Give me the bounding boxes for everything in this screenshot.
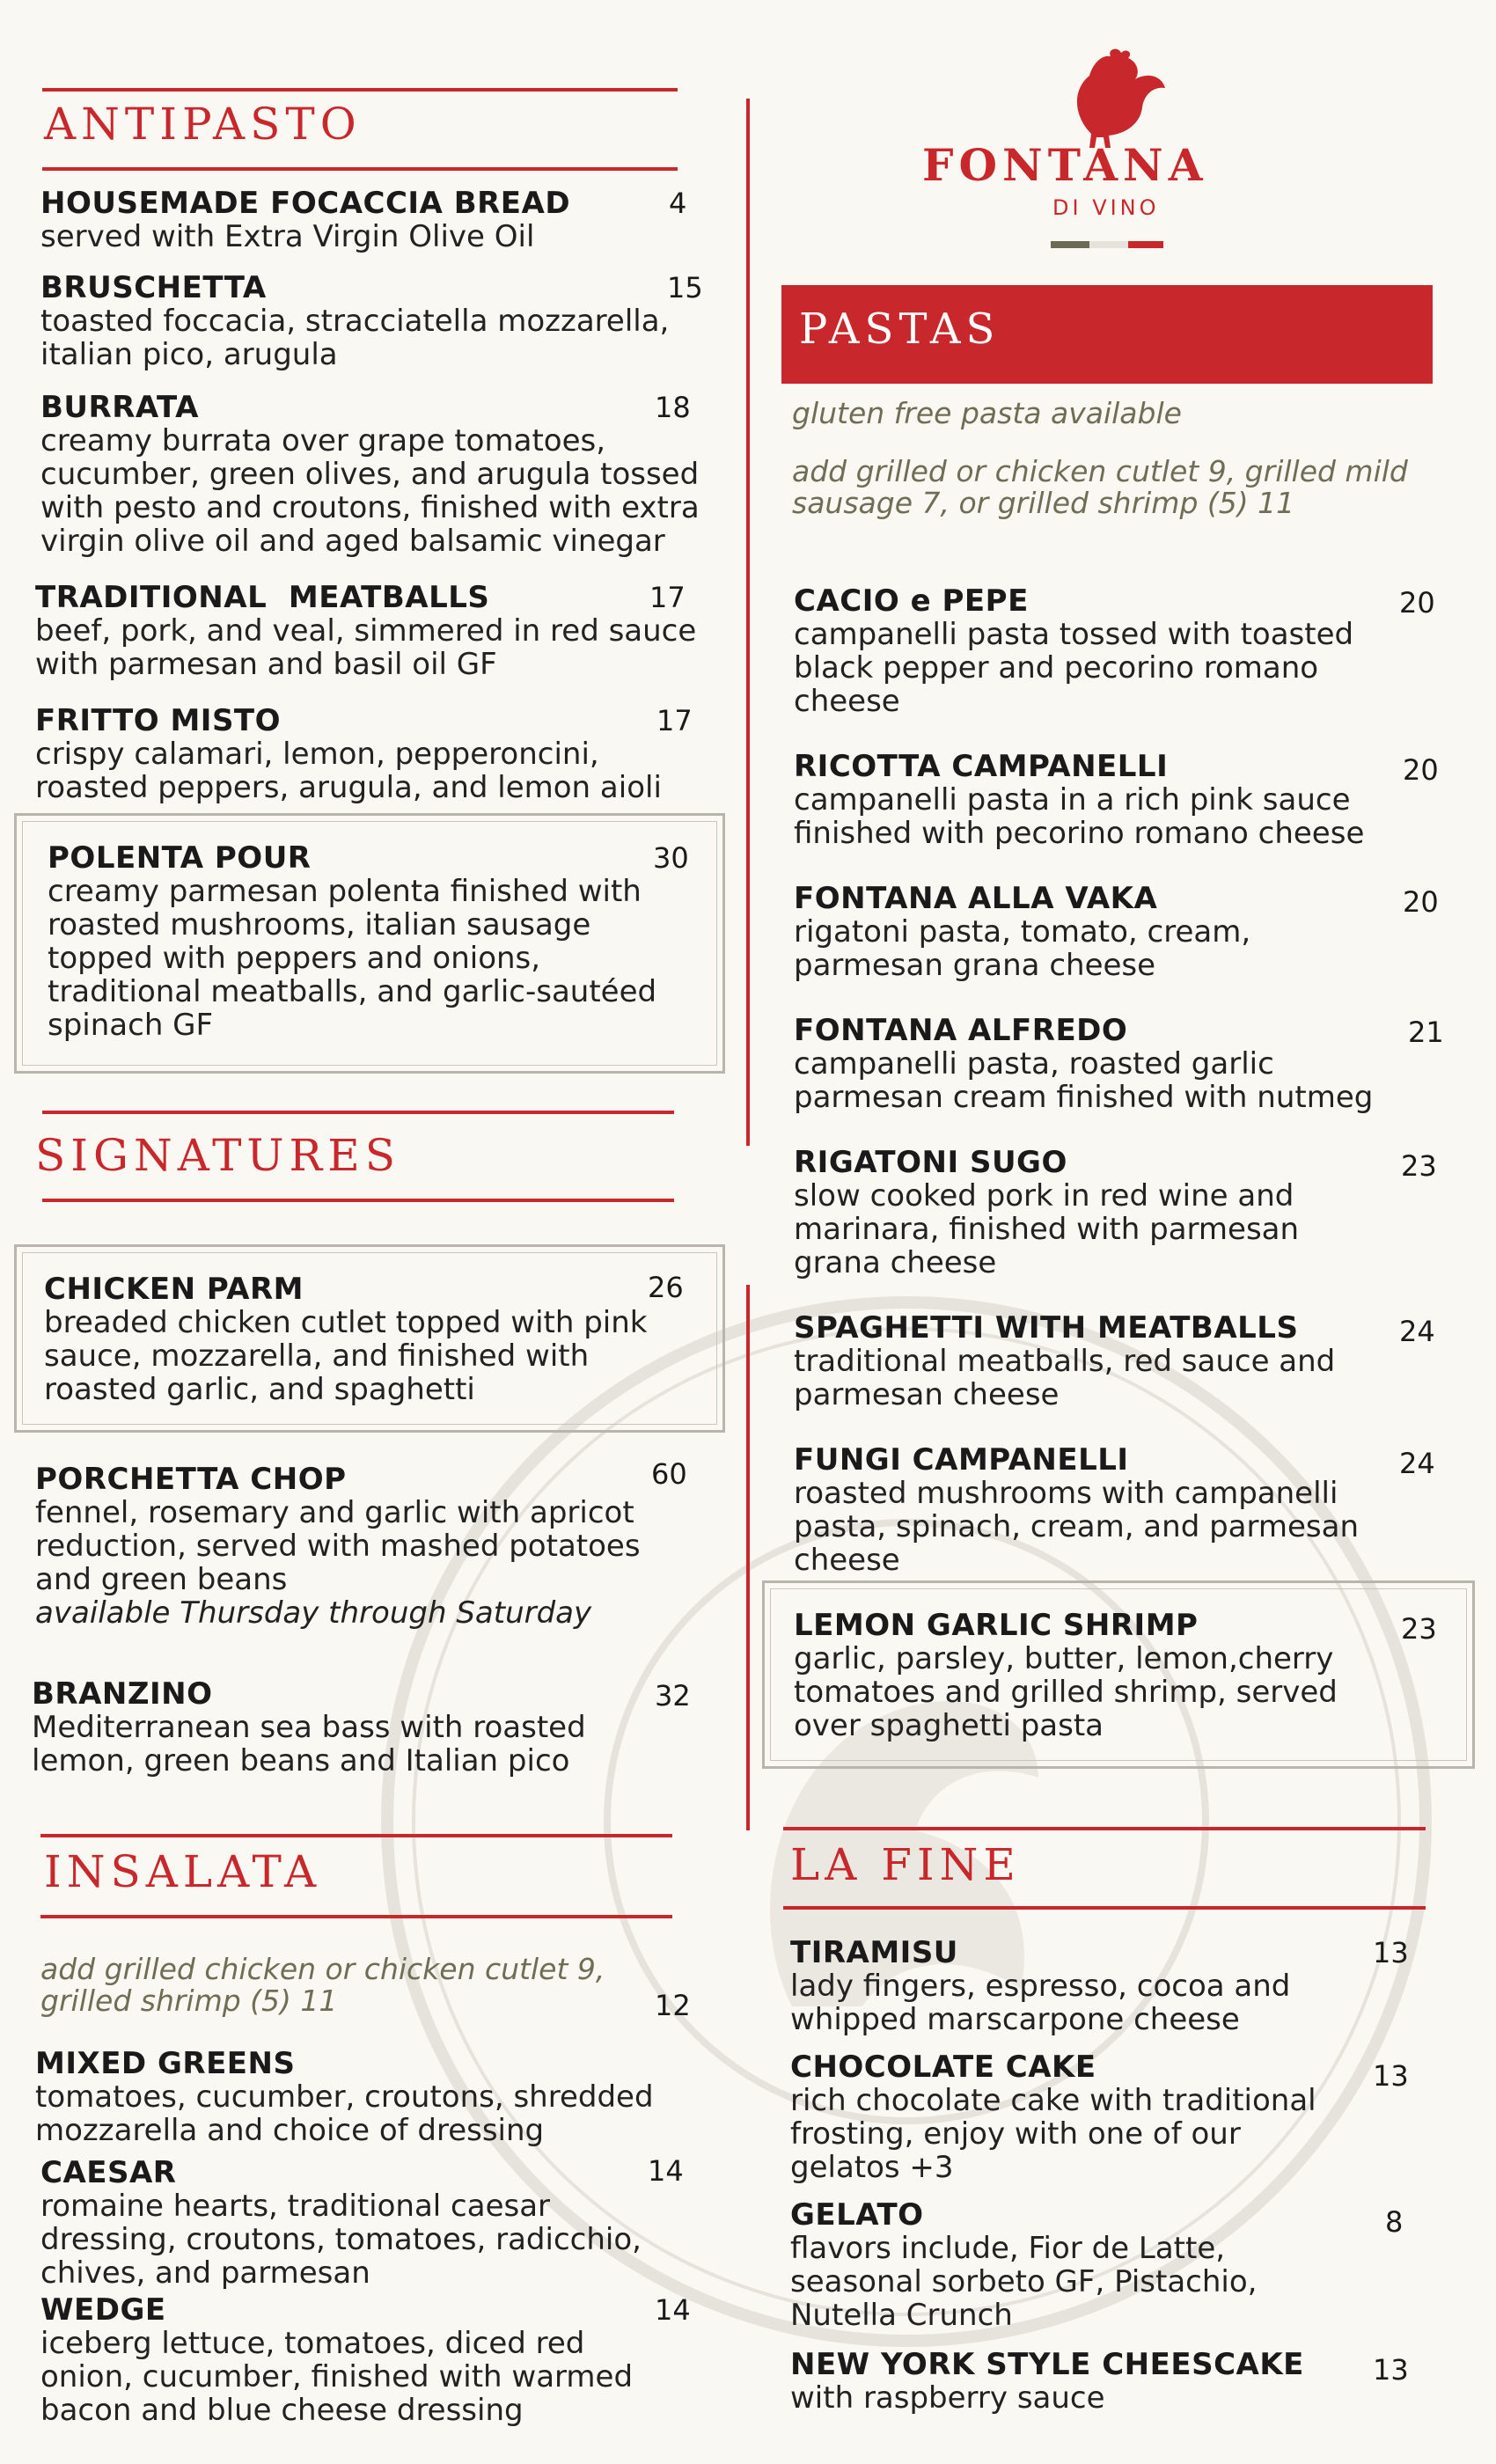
- menu-item: [790, 2348, 1304, 2415]
- item-name: GELATO: [790, 2197, 924, 2233]
- item-name: CAESAR: [40, 2155, 177, 2190]
- menu-item: [40, 2293, 633, 2427]
- menu-item: [790, 2050, 1316, 2184]
- item-desc: with raspberry sauce: [790, 2380, 1105, 2416]
- section-title-signatures: SIGNATURES: [35, 1130, 400, 1181]
- divider: [42, 1111, 674, 1114]
- item-desc: rich chocolate cake with traditional: [790, 2083, 1316, 2118]
- insalata-note: [40, 1954, 605, 2017]
- item-price: 20: [1403, 753, 1439, 787]
- item-desc: italian pico, arugula: [40, 337, 338, 372]
- item-desc: toasted foccacia, stracciatella mozzarella,: [40, 304, 670, 339]
- item-name: RIGATONI SUGO: [794, 1145, 1067, 1180]
- pastas-note: gluten free pasta available: [792, 396, 1182, 430]
- brand-name: FONTANA: [922, 139, 1208, 191]
- pastas-header-bar: [781, 285, 1433, 384]
- item-desc: roasted mushrooms with campanelli: [794, 1476, 1338, 1511]
- item-name: SPAGHETTI WITH MEATBALLS: [794, 1310, 1299, 1346]
- item-desc: spinach GF: [48, 1008, 214, 1043]
- item-desc: mozzarella and choice of dressing: [35, 2113, 545, 2148]
- item-desc: chives, and parmesan: [40, 2255, 370, 2291]
- item-desc: Mediterranean sea bass with roasted: [32, 1710, 586, 1745]
- menu-item: [794, 584, 1353, 718]
- item-desc: served with Extra Virgin Olive Oil: [40, 219, 535, 254]
- menu-item: [790, 1936, 1290, 2036]
- note-line: grilled shrimp (5) 11: [40, 1984, 338, 2018]
- item-desc: bacon and blue cheese dressing: [40, 2393, 524, 2428]
- item-desc: finished with pecorino romano cheese: [794, 816, 1365, 851]
- item-desc: breaded chicken cutlet topped with pink: [44, 1305, 648, 1340]
- note-line: add grilled chicken or chicken cutlet 9,: [40, 1952, 605, 1986]
- flag-stripe-green: [1051, 241, 1089, 248]
- menu-item: [40, 271, 669, 371]
- item-desc: seasonal sorbeto GF, Pistachio,: [790, 2264, 1258, 2299]
- item-desc: over spaghetti pasta: [794, 1708, 1104, 1743]
- item-price: 23: [1401, 1612, 1437, 1646]
- item-desc: with parmesan and basil oil GF: [35, 647, 497, 682]
- item-name: CHICKEN PARM: [44, 1272, 304, 1307]
- item-desc: marinara, finished with parmesan: [794, 1212, 1300, 1247]
- item-price: 24: [1399, 1315, 1435, 1348]
- item-desc: pasta, spinach, cream, and parmesan: [794, 1509, 1360, 1544]
- item-desc: dressing, croutons, tomatoes, radicchio,: [40, 2222, 642, 2257]
- item-price: 60: [651, 1457, 687, 1491]
- item-desc: parmesan cream finished with nutmeg: [794, 1080, 1374, 1115]
- section-title-pastas: PASTAS: [799, 304, 1001, 354]
- item-desc: whipped marscarpone cheese: [790, 2002, 1240, 2037]
- item-price: 17: [656, 704, 693, 737]
- menu-item: [794, 882, 1250, 982]
- item-price: 8: [1385, 2205, 1404, 2239]
- menu-item: [794, 750, 1364, 850]
- item-desc: slow cooked pork in red wine and: [794, 1178, 1294, 1214]
- item-name: HOUSEMADE FOCACCIA BREAD: [40, 186, 571, 221]
- menu-item: [48, 841, 656, 1042]
- item-desc: campanelli pasta tossed with toasted: [794, 617, 1354, 652]
- flag-stripe-white: [1089, 241, 1128, 248]
- item-price: 20: [1399, 586, 1435, 620]
- item-name: WEDGE: [40, 2292, 166, 2328]
- menu-item: [794, 1609, 1338, 1742]
- item-desc: with pesto and croutons, finished with extra: [40, 490, 700, 525]
- item-desc: and green beans: [35, 1562, 288, 1597]
- item-name: FRITTO MISTO: [35, 703, 282, 738]
- item-desc: gelatos +3: [790, 2150, 954, 2185]
- item-price: 12: [655, 1989, 691, 2022]
- item-price: 21: [1408, 1016, 1444, 1049]
- item-desc: roasted peppers, arugula, and lemon aioli: [35, 770, 662, 805]
- item-desc: lemon, green beans and Italian pico: [32, 1743, 570, 1778]
- rooster-logo-icon: [1056, 46, 1170, 151]
- item-name: RICOTTA CAMPANELLI: [794, 749, 1169, 784]
- item-name: CACIO e PEPE: [794, 583, 1029, 619]
- section-title-la-fine: LA FINE: [790, 1839, 1021, 1890]
- menu-item: [794, 1443, 1359, 1577]
- menu-item: [40, 391, 700, 558]
- item-desc: tomatoes and grilled shrimp, served: [794, 1675, 1338, 1710]
- column-divider: [746, 99, 750, 1146]
- divider: [42, 88, 678, 92]
- item-desc: black pepper and pecorino romano: [794, 650, 1319, 686]
- divider: [40, 1915, 672, 1918]
- note-line: sausage 7, or grilled shrimp (5) 11: [792, 486, 1295, 520]
- item-price: 14: [648, 2154, 684, 2188]
- item-desc: traditional meatballs, and garlic-sautéed: [48, 974, 657, 1009]
- item-desc: cucumber, green olives, and arugula tossed: [40, 457, 700, 492]
- item-desc: roasted garlic, and spaghetti: [44, 1372, 475, 1407]
- item-price: 23: [1401, 1149, 1437, 1183]
- item-desc: parmesan grana cheese: [794, 948, 1156, 983]
- item-price: 26: [648, 1271, 684, 1304]
- menu-item: [35, 704, 662, 804]
- item-name: CHOCOLATE CAKE: [790, 2050, 1096, 2085]
- item-name: LEMON GARLIC SHRIMP: [794, 1608, 1199, 1643]
- item-desc: onion, cucumber, finished with warmed: [40, 2359, 634, 2394]
- item-desc: crispy calamari, lemon, pepperoncini,: [35, 737, 599, 772]
- item-name: NEW YORK STYLE CHEESCAKE: [790, 2347, 1304, 2382]
- item-desc: Nutella Crunch: [790, 2298, 1013, 2333]
- divider: [40, 1834, 672, 1837]
- item-desc: iceberg lettuce, tomatoes, diced red: [40, 2326, 585, 2361]
- item-desc: beef, pork, and veal, simmered in red sauce: [35, 613, 697, 649]
- item-name: BRUSCHETTA: [40, 270, 267, 305]
- menu-item: [35, 2047, 654, 2147]
- item-desc: parmesan cheese: [794, 1377, 1060, 1412]
- pastas-note: [792, 456, 1408, 519]
- item-name: BRANZINO: [32, 1676, 213, 1712]
- menu-item: [35, 1463, 641, 1630]
- section-title-insalata: INSALATA: [44, 1846, 322, 1897]
- item-desc: fennel, rosemary and garlic with apricot: [35, 1495, 634, 1530]
- item-desc: roasted mushrooms, italian sausage: [48, 907, 591, 942]
- item-price: 30: [653, 841, 689, 875]
- item-desc: rigatoni pasta, tomato, cream,: [794, 914, 1251, 950]
- item-desc: grana cheese: [794, 1245, 997, 1280]
- column-divider-lower: [746, 1285, 750, 1830]
- note-line: add grilled or chicken cutlet 9, grilled mild: [792, 454, 1408, 488]
- item-price: 20: [1403, 885, 1439, 919]
- item-desc: tomatoes, cucumber, croutons, shredded: [35, 2079, 654, 2115]
- menu-item: [40, 2156, 642, 2290]
- item-desc: creamy burrata over grape tomatoes,: [40, 423, 606, 458]
- brand-tagline: DI VINO: [1052, 195, 1160, 220]
- divider: [42, 1199, 674, 1202]
- item-name: FONTANA ALFREDO: [794, 1013, 1128, 1048]
- item-name: TRADITIONAL MEATBALLS: [35, 580, 490, 615]
- item-price: 14: [655, 2293, 691, 2327]
- item-desc: sauce, mozzarella, and finished with: [44, 1338, 590, 1374]
- flag-stripe-red: [1128, 241, 1163, 248]
- section-title-antipasto: ANTIPASTO: [44, 99, 362, 150]
- item-desc: lady fingers, espresso, cocoa and: [790, 1969, 1291, 2004]
- item-price: 13: [1373, 2353, 1409, 2387]
- item-price: 17: [649, 581, 686, 614]
- item-price: 18: [655, 391, 691, 424]
- item-desc: cheese: [794, 1543, 900, 1578]
- menu-item: [40, 187, 570, 253]
- item-name: FONTANA ALLA VAKA: [794, 881, 1158, 916]
- menu-item: [794, 1311, 1335, 1412]
- item-price: 15: [667, 271, 703, 304]
- item-note: available Thursday through Saturday: [35, 1595, 592, 1631]
- item-desc: garlic, parsley, butter, lemon,cherry: [794, 1641, 1334, 1676]
- divider: [783, 1827, 1426, 1830]
- menu-item: [794, 1146, 1299, 1280]
- menu-item: [794, 1014, 1373, 1114]
- item-desc: reduction, served with mashed potatoes: [35, 1529, 641, 1564]
- item-desc: topped with peppers and onions,: [48, 941, 541, 976]
- menu-item: [35, 581, 696, 681]
- item-name: BURRATA: [40, 390, 199, 425]
- menu-item: [32, 1677, 586, 1778]
- item-desc: flavors include, Fior de Latte,: [790, 2231, 1226, 2266]
- item-price: 32: [655, 1679, 691, 1712]
- item-desc: campanelli pasta, roasted garlic: [794, 1046, 1274, 1082]
- item-desc: virgin olive oil and aged balsamic vinegar: [40, 524, 665, 559]
- item-desc: frosting, enjoy with one of our: [790, 2116, 1241, 2152]
- item-desc: cheese: [794, 684, 900, 719]
- item-name: POLENTA POUR: [48, 840, 312, 876]
- menu-item: [790, 2198, 1257, 2332]
- item-desc: romaine hearts, traditional caesar: [40, 2189, 551, 2224]
- item-desc: campanelli pasta in a rich pink sauce: [794, 782, 1351, 818]
- item-name: FUNGI CAMPANELLI: [794, 1442, 1129, 1478]
- item-name: TIRAMISU: [790, 1935, 958, 1970]
- menu-item: [44, 1272, 647, 1406]
- item-price: 4: [669, 187, 687, 220]
- item-name: MIXED GREENS: [35, 2046, 296, 2081]
- divider: [42, 167, 678, 171]
- item-desc: traditional meatballs, red sauce and: [794, 1344, 1336, 1379]
- item-price: 24: [1399, 1447, 1435, 1480]
- item-price: 13: [1373, 1936, 1409, 1969]
- item-desc: creamy parmesan polenta finished with: [48, 874, 642, 909]
- divider: [783, 1906, 1426, 1910]
- item-name: PORCHETTA CHOP: [35, 1462, 347, 1497]
- item-price: 13: [1373, 2059, 1409, 2093]
